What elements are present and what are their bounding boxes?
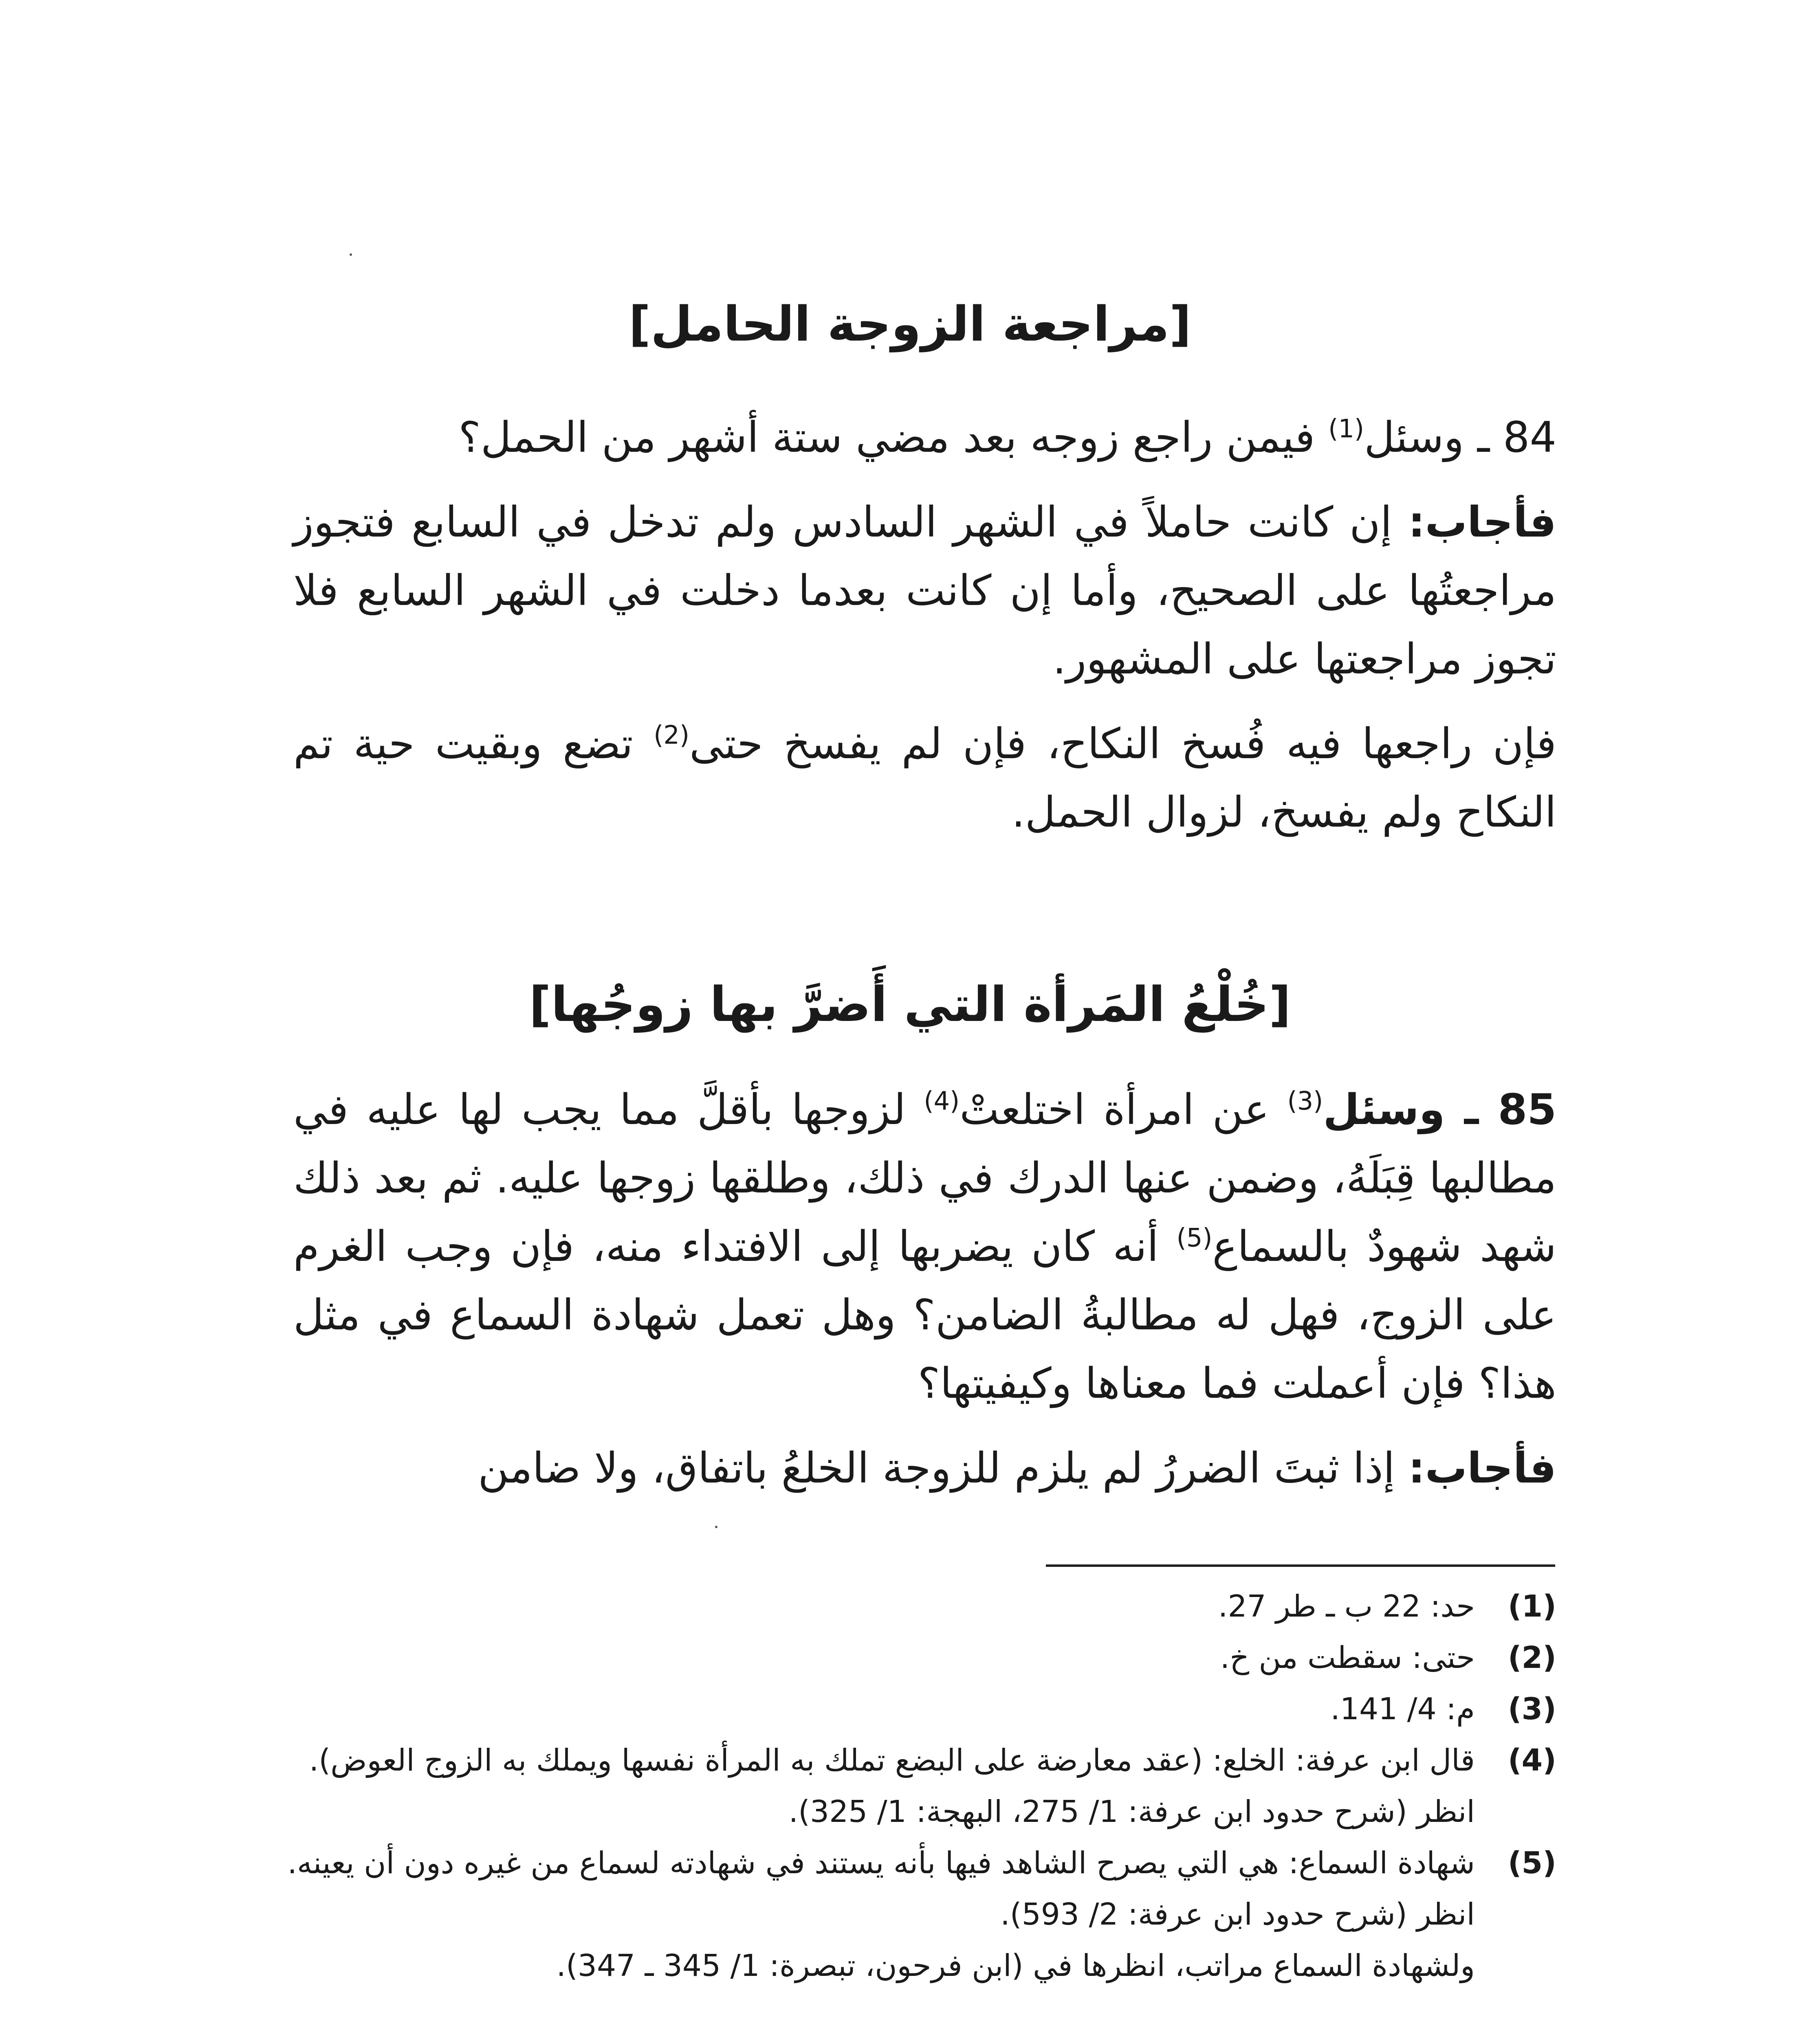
footnote-number: (3): [1507, 1692, 1556, 1727]
question-text: عن امرأة اختلعتْ: [960, 1085, 1287, 1134]
answer-text: فإن راجعها فيه فُسخ النكاح، فإن لم يفسخ حتى: [689, 719, 1556, 768]
footnote-body: [281, 1735, 1475, 1837]
section-heading-pregnant-wife: [مراجعة الزوجة الحامل]: [629, 296, 1191, 352]
answer-lead: فأجاب:: [1408, 498, 1556, 547]
footnote-line: حد: 22 ب ـ طر 27.: [1218, 1589, 1475, 1624]
footnote-5: [281, 1837, 1556, 1991]
footnote-line: حتى: سقطت من خ.: [1220, 1640, 1475, 1675]
footnote-number: (4): [1507, 1743, 1556, 1778]
scan-speck: [350, 253, 352, 256]
footnote-line: انظر (شرح حدود ابن عرفة: 2/ 593).: [1000, 1897, 1475, 1932]
footnote-body: [281, 1683, 1475, 1735]
question-prefix: 85 ـ وسئل: [1323, 1085, 1557, 1134]
footnote-body: [281, 1581, 1475, 1632]
section-body-2: [293, 1076, 1556, 1502]
footnote-2: [281, 1632, 1556, 1683]
question-84: [293, 403, 1556, 472]
footnote-line: قال ابن عرفة: الخلع: (عقد معارضة على البضع تملك به المرأة نفسها ويملك به الزوج العوض).: [309, 1743, 1475, 1778]
section-body-1: [293, 403, 1556, 847]
footnote-ref: (1): [1328, 414, 1364, 444]
footnote-ref: (5): [1176, 1223, 1213, 1253]
section-heading-khul: [خُلْعُ المَرأة التي أَضرَّ بها زوجُها]: [529, 976, 1291, 1032]
answer-85: [293, 1434, 1556, 1502]
footnote-3: [281, 1683, 1556, 1735]
footnote-number: (5): [1507, 1846, 1556, 1881]
footnote-4: [281, 1735, 1556, 1837]
footnote-ref: (4): [924, 1086, 960, 1116]
footnote-ref: (3): [1287, 1086, 1323, 1116]
answer-text: إذا ثبتَ الضررُ لم يلزم للزوجة الخلعُ باتفاق، ولا ضامن: [478, 1444, 1408, 1493]
footnote-body: [281, 1632, 1475, 1683]
answer-text: تضع وبقيت حية تم النكاح ولم يفسخ، لزوال الحمل.: [293, 719, 1556, 837]
answer-84-paragraph-2: [293, 710, 1556, 847]
answer-text: إن كانت حاملاً في الشهر السادس ولم تدخل في السابع فتجوز مراجعتُها على الصحيح، وأما إن كانت بعدما دخلت في الشهر السابع فلا تجوز مراجعتها على المشهور.: [293, 498, 1556, 684]
footnote-line: شهادة السماع: هي التي يصرح الشاهد فيها بأنه يستند في شهادته لسماع من غيره دون أن يعينه.: [287, 1846, 1475, 1881]
question-prefix: 84 ـ وسئل: [1364, 413, 1556, 462]
footnote-number: (2): [1507, 1640, 1556, 1675]
question-text: لزوجها بأقلَّ مما يجب لها عليه في مطالبها قِبَلَهُ، وضمن عنها الدرك في ذلك، وطلقها زوجها عليه. ثم بعد ذلك شهد شهودٌ بالسماع: [293, 1085, 1556, 1271]
footnote-line: م: 4/ 141.: [1330, 1692, 1475, 1727]
scan-speck: [715, 1526, 717, 1528]
answer-84-paragraph-1: [293, 488, 1556, 693]
footnote-ref: (2): [654, 720, 690, 750]
footnotes: [281, 1581, 1556, 1991]
footnote-line: انظر (شرح حدود ابن عرفة: 1/ 275، البهجة: 1/ 325).: [788, 1794, 1475, 1829]
question-text: فيمن راجع زوجه بعد مضي ستة أشهر من الحمل؟: [458, 413, 1329, 462]
footnote-number: (1): [1507, 1589, 1556, 1624]
footnote-line: ولشهادة السماع مراتب، انظرها في (ابن فرحون، تبصرة: 1/ 345 ـ 347).: [556, 1948, 1475, 1983]
question-85: [293, 1076, 1556, 1418]
footnote-body: [281, 1837, 1475, 1991]
question-text: أنه كان يضربها إلى الافتداء منه، فإن وجب الغرم على الزوج، فهل له مطالبةُ الضامن؟ وهل تعمل شهادة السماع في مثل هذا؟ فإن أعملت فما معناها وكيفيتها؟: [293, 1222, 1556, 1408]
footnote-separator: [1046, 1564, 1555, 1567]
answer-lead: فأجاب:: [1408, 1444, 1556, 1493]
footnote-1: [281, 1581, 1556, 1632]
